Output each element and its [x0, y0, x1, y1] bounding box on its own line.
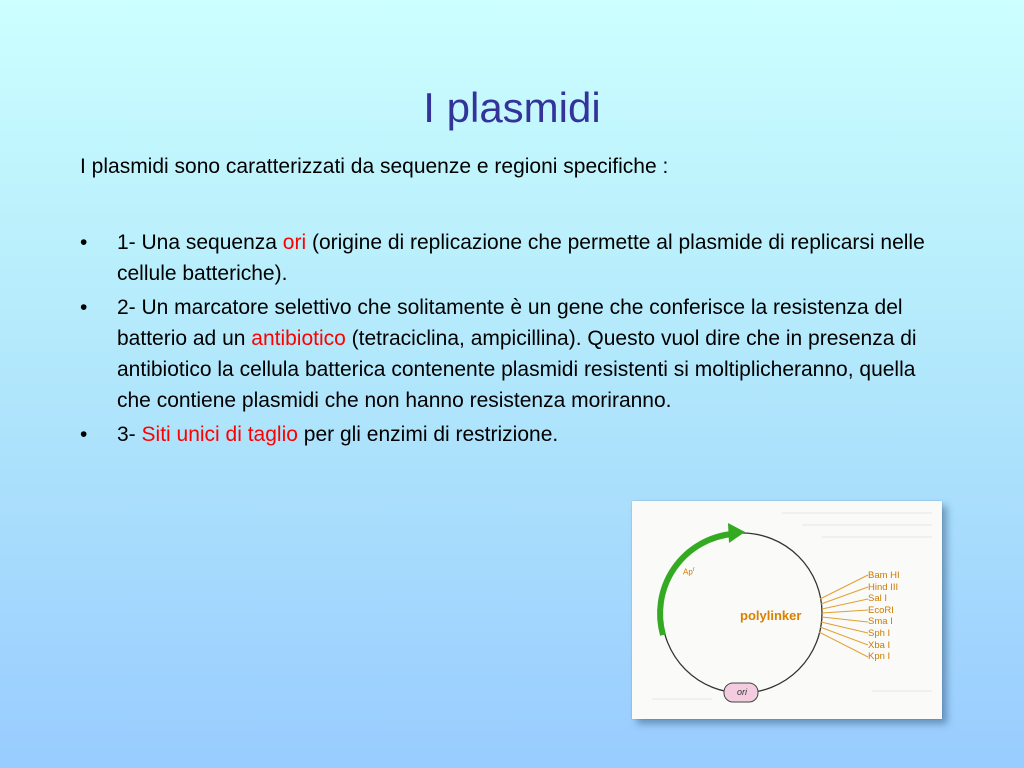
- bullet-text: 2- Un marcatore selettivo che solitamente è un gene che conferisce la resistenza del batterio ad un: [117, 296, 903, 350]
- restriction-site: Bam HI: [868, 570, 900, 581]
- polylinker-lines: [819, 575, 868, 657]
- ori-label: ori: [736, 687, 747, 697]
- restriction-site: EcoRI: [868, 604, 894, 616]
- highlight-antibiotico: antibiotico: [251, 327, 346, 350]
- highlight-ori: ori: [282, 231, 307, 254]
- restriction-site: Sph I: [868, 627, 891, 639]
- arrow-head-icon: [728, 523, 745, 543]
- plasmid-figure: [632, 501, 942, 719]
- bullet-icon: •: [80, 231, 88, 254]
- resistance-gene-label: Ap$^r$: [683, 567, 695, 577]
- restriction-site: Sma I: [868, 616, 893, 628]
- restriction-site: Xba I: [868, 639, 891, 651]
- bullet-text: (origine di replicazione che permette al plasmide di replicarsi nelle cellule batteriche).: [117, 231, 925, 285]
- bullet-item-marker: [80, 292, 930, 416]
- restriction-site: Kpn I: [868, 651, 891, 663]
- bullet-list: [80, 227, 930, 453]
- highlight-siti: Siti unici di taglio: [141, 423, 298, 446]
- bullet-item-ori: [80, 227, 930, 289]
- restriction-site-list: [868, 570, 900, 663]
- bullet-text: (tetraciclina, ampicillina). Questo vuol dire che in presenza di antibiotico la cellula batterica contenente plasmidi resistenti si moltiplicheranno, quella che contiene plasmidi che non hanno resistenza moriranno.: [117, 327, 917, 412]
- slide-title: I plasmidi: [423, 84, 601, 131]
- bullet-icon: •: [80, 296, 88, 319]
- bullet-text: 1- Una sequenza: [117, 231, 283, 254]
- restriction-site: Hind III: [868, 581, 899, 593]
- intro-text: I plasmidi sono caratterizzati da sequenze e regioni specifiche :: [80, 155, 669, 178]
- bullet-text: 3-: [117, 423, 142, 446]
- bullet-item-sites: [80, 419, 930, 450]
- bullet-icon: •: [80, 423, 88, 446]
- polylinker-label: polylinker: [740, 608, 802, 623]
- resistance-gene-arc: [660, 534, 732, 635]
- restriction-site: Sal I: [868, 593, 888, 605]
- bullet-text: per gli enzimi di restrizione.: [297, 423, 559, 446]
